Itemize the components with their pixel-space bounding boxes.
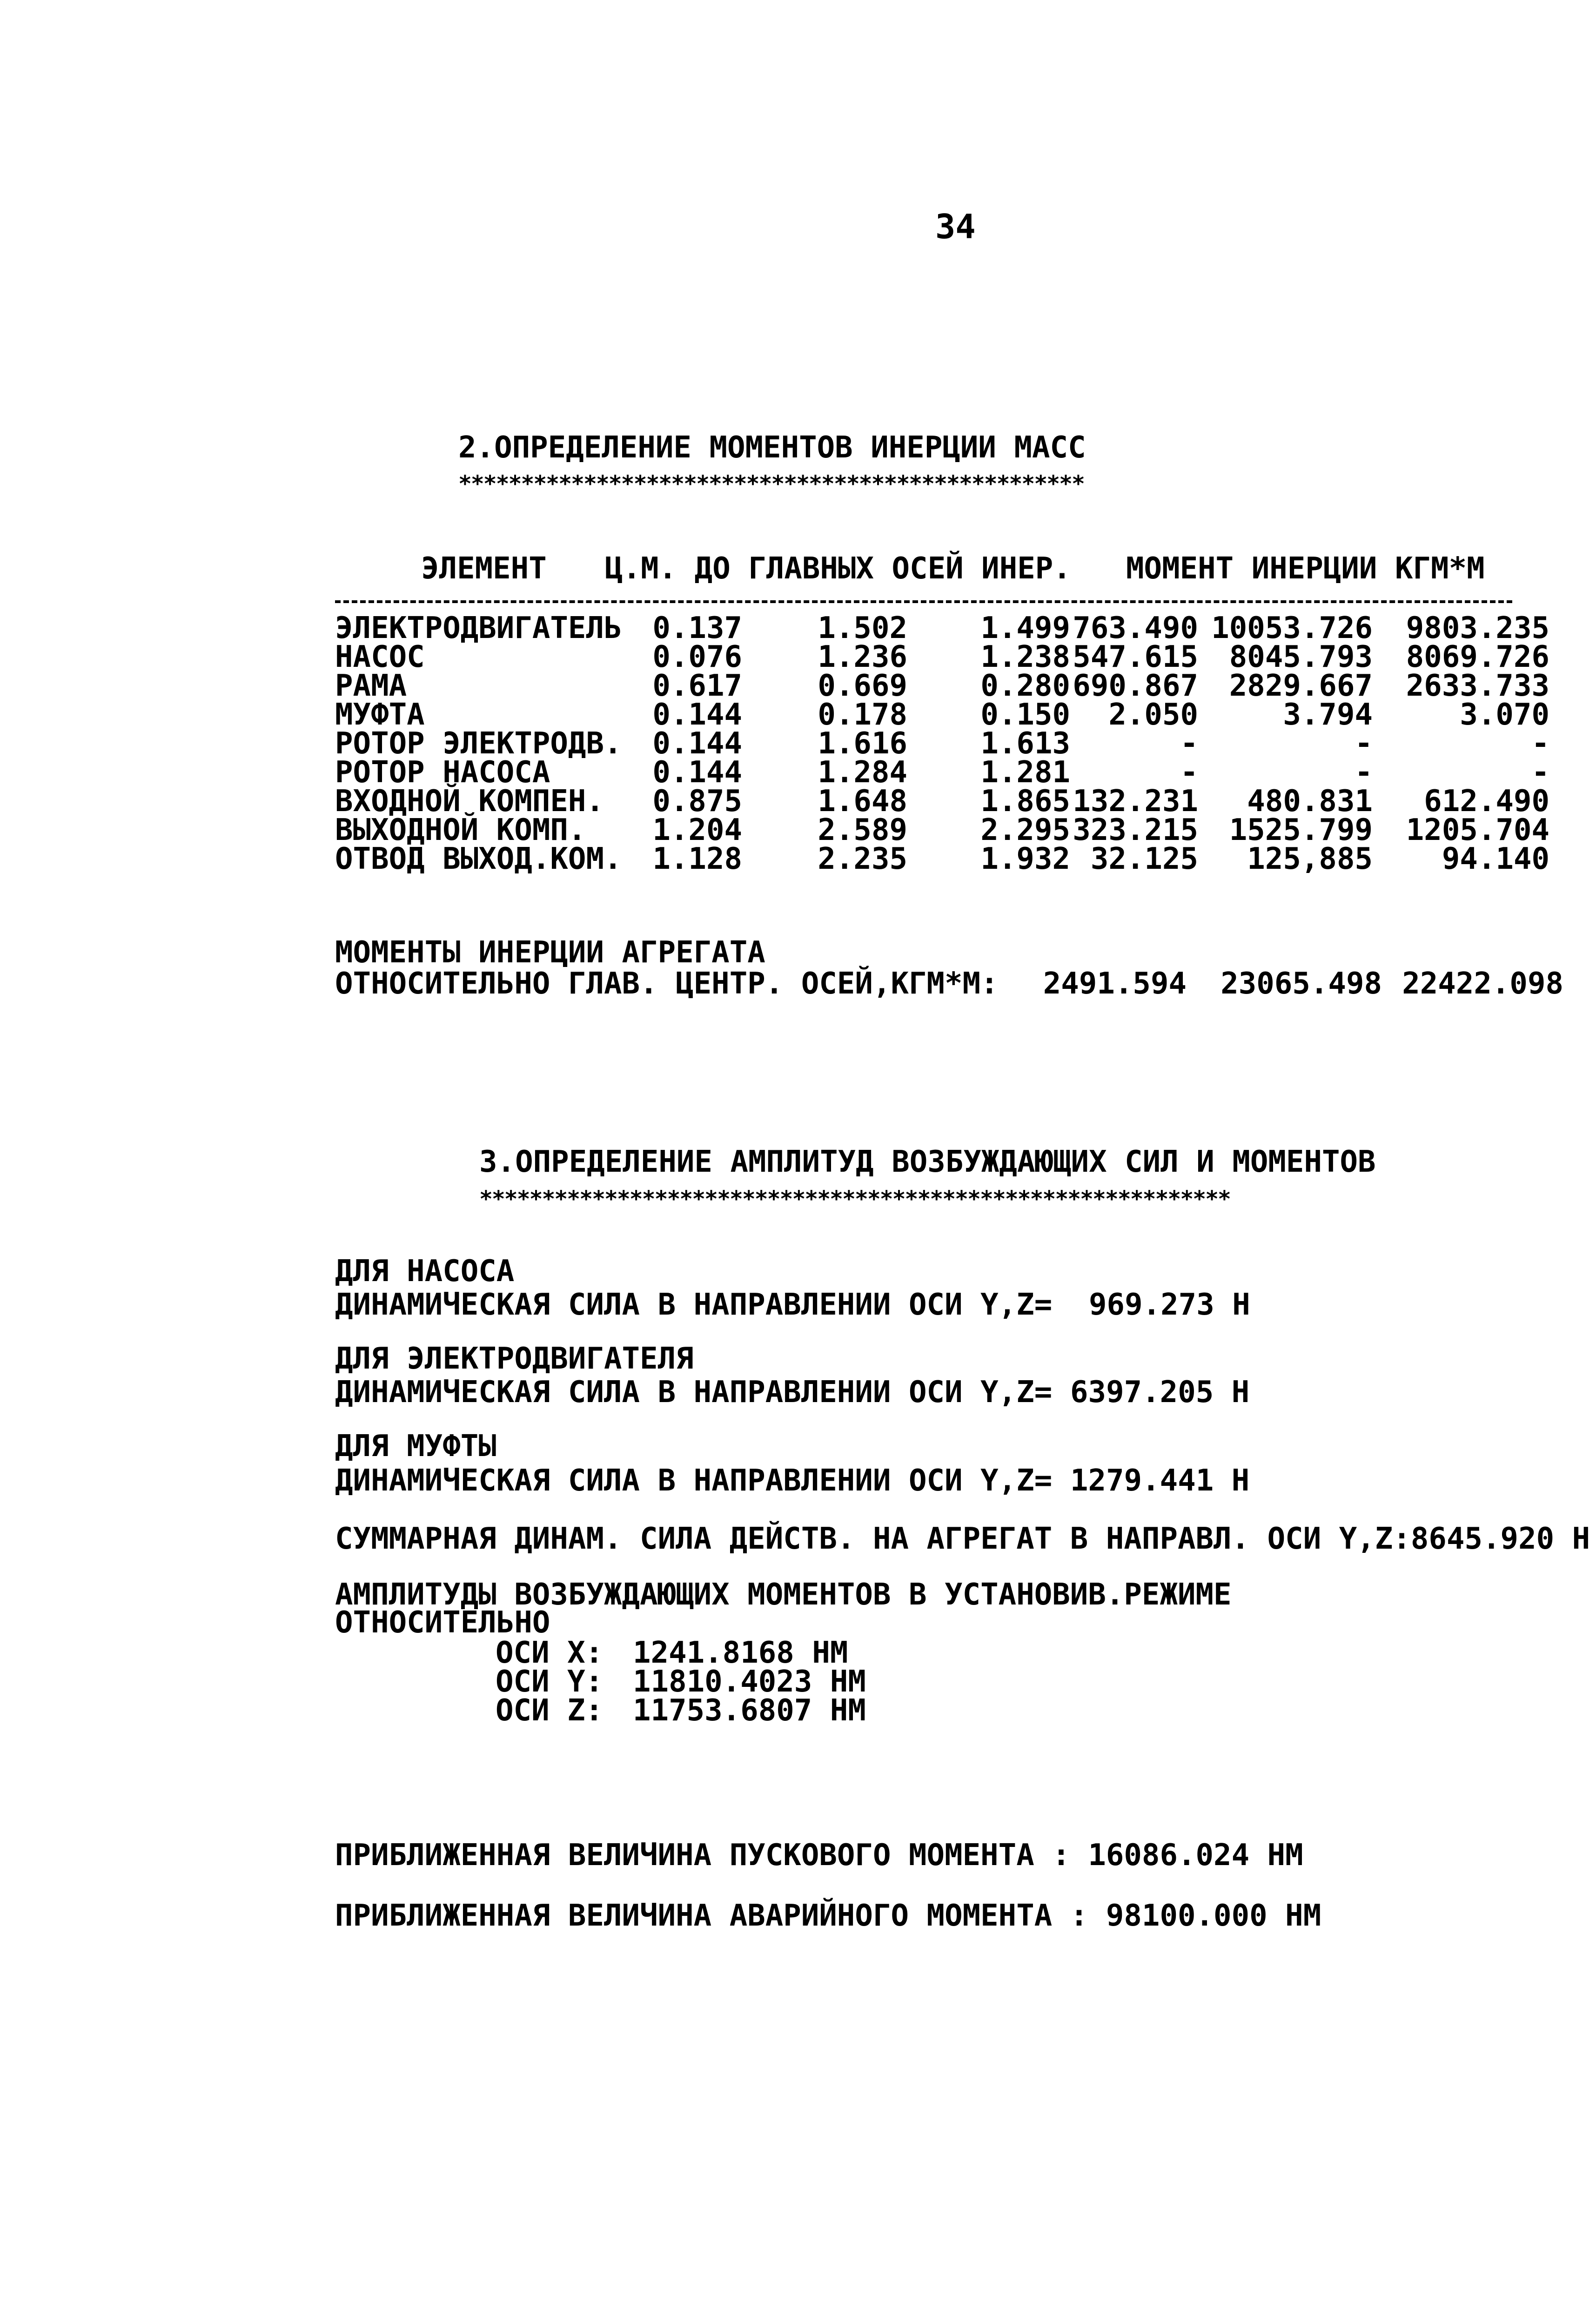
table-cell-cm-x: 0.144 (652, 698, 742, 732)
table-cell-cm-z: 1.932 (980, 842, 1070, 876)
table-cell-moment-z: 94.140 (1442, 842, 1549, 876)
table-cell-moment-y: - (1355, 755, 1373, 790)
table-row-element-name: РАМА (335, 669, 407, 703)
coupling-force-label: ДИНАМИЧЕСКАЯ СИЛА В НАПРАВЛЕНИИ ОСИ Y,Z= (335, 1463, 1053, 1498)
amplitude-line-2: ОТНОСИТЕЛЬНО (335, 1605, 550, 1640)
table-rule (335, 600, 1512, 603)
table-cell-moment-y: 3.794 (1283, 698, 1373, 732)
motor-force-label: ДИНАМИЧЕСКАЯ СИЛА В НАПРАВЛЕНИИ ОСИ Y,Z= (335, 1375, 1053, 1410)
section3-title: 3.ОПРЕДЕЛЕНИЕ АМПЛИТУД ВОЗБУЖДАЮЩИХ СИЛ И МОМЕНТОВ (479, 1145, 1376, 1179)
table-cell-cm-z: 1.281 (980, 755, 1070, 790)
table-cell-cm-y: 1.284 (818, 755, 907, 790)
table-cell-moment-y: 480.831 (1247, 784, 1373, 819)
pump-force-label: ДИНАМИЧЕСКАЯ СИЛА В НАПРАВЛЕНИИ ОСИ Y,Z= (335, 1288, 1053, 1322)
pump-force-value: 969.273 Н (1089, 1288, 1250, 1322)
axis-label: ОСИ X: (496, 1636, 604, 1670)
section3-stars: ************************************************************ (479, 1186, 1230, 1212)
table-cell-moment-y: 2829.667 (1229, 669, 1373, 703)
axis-moment-value: 11753.6807 НМ (633, 1693, 866, 1728)
table-cell-cm-z: 1.613 (980, 726, 1070, 761)
table-cell-moment-x: 2.050 (1108, 698, 1198, 732)
table-row-element-name: ОТВОД ВЫХОД.КОМ. (335, 842, 622, 876)
table-row-element-name: НАСОС (335, 640, 425, 674)
table-row-element-name: РОТОР ЭЛЕКТРОДВ. (335, 726, 622, 761)
table-cell-moment-x: 690.867 (1073, 669, 1198, 703)
aggregate-value-z: 22422.098 (1402, 967, 1563, 1001)
table-cell-moment-z: 9803.235 (1406, 611, 1549, 645)
section2-stars: ************************************************** (458, 471, 1084, 497)
table-cell-cm-x: 1.128 (652, 842, 742, 876)
table-row-element-name: РОТОР НАСОСА (335, 755, 550, 790)
table-cell-moment-x: - (1180, 726, 1198, 761)
table-cell-cm-y: 2.235 (818, 842, 907, 876)
amplitude-line-1: АМПЛИТУДЫ ВОЗБУЖДАЮЩИХ МОМЕНТОВ В УСТАНОВИВ.РЕЖИМЕ (335, 1578, 1232, 1612)
table-cell-cm-y: 1.648 (818, 784, 907, 819)
axis-label: ОСИ Z: (496, 1693, 604, 1728)
table-cell-cm-z: 2.295 (980, 813, 1070, 847)
table-cell-cm-z: 0.280 (980, 669, 1070, 703)
emergency-moment-line: ПРИБЛИЖЕННАЯ ВЕЛИЧИНА АВАРИЙНОГО МОМЕНТА : 98100.000 НМ (335, 1899, 1321, 1933)
coupling-heading: ДЛЯ МУФТЫ (335, 1429, 496, 1463)
table-cell-cm-y: 1.502 (818, 611, 907, 645)
table-cell-cm-x: 0.144 (652, 726, 742, 761)
table-row-element-name: ВХОДНОЙ КОМПЕН. (335, 784, 604, 819)
section2-title: 2.ОПРЕДЕЛЕНИЕ МОМЕНТОВ ИНЕРЦИИ МАСС (458, 430, 1086, 465)
table-cell-moment-z: - (1531, 755, 1549, 790)
table-cell-cm-x: 0.137 (652, 611, 742, 645)
table-cell-moment-y: 8045.793 (1229, 640, 1373, 674)
pump-heading: ДЛЯ НАСОСА (335, 1254, 515, 1289)
table-cell-moment-x: 132.231 (1073, 784, 1198, 819)
total-force-line: СУММАРНАЯ ДИНАМ. СИЛА ДЕЙСТВ. НА АГРЕГАТ В НАПРАВЛ. ОСИ Y,Z:8645.920 Н (335, 1522, 1590, 1556)
motor-heading: ДЛЯ ЭЛЕКТРОДВИГАТЕЛЯ (335, 1342, 694, 1376)
axis-label: ОСИ Y: (496, 1665, 604, 1699)
table-cell-moment-z: - (1531, 726, 1549, 761)
table-cell-cm-z: 1.238 (980, 640, 1070, 674)
table-cell-cm-x: 0.875 (652, 784, 742, 819)
table-row-element-name: ЭЛЕКТРОДВИГАТЕЛЬ (335, 611, 622, 645)
table-cell-cm-z: 0.150 (980, 698, 1070, 732)
header-element: ЭЛЕМЕНТ (421, 551, 547, 586)
table-cell-moment-x: 763.490 (1073, 611, 1198, 645)
aggregate-value-x: 2491.594 (1043, 967, 1187, 1001)
table-cell-moment-z: 1205.704 (1406, 813, 1549, 847)
table-row-element-name: ВЫХОДНОЙ КОМП. (335, 813, 586, 847)
table-cell-moment-x: - (1180, 755, 1198, 790)
table-cell-moment-y: 1525.799 (1229, 813, 1373, 847)
table-row-element-name: МУФТА (335, 698, 425, 732)
start-moment-line: ПРИБЛИЖЕННАЯ ВЕЛИЧИНА ПУСКОВОГО МОМЕНТА : 16086.024 НМ (335, 1838, 1303, 1873)
table-cell-cm-x: 1.204 (652, 813, 742, 847)
table-cell-moment-z: 612.490 (1424, 784, 1549, 819)
table-cell-moment-z: 2633.733 (1406, 669, 1549, 703)
table-cell-moment-x: 323.215 (1073, 813, 1198, 847)
table-cell-moment-y: 125,885 (1247, 842, 1373, 876)
table-cell-moment-x: 547.615 (1073, 640, 1198, 674)
aggregate-label-1: МОМЕНТЫ ИНЕРЦИИ АГРЕГАТА (335, 935, 765, 970)
motor-force-value: 6397.205 Н (1070, 1375, 1250, 1410)
table-cell-cm-y: 1.236 (818, 640, 907, 674)
table-cell-cm-y: 0.178 (818, 698, 907, 732)
table-cell-cm-z: 1.865 (980, 784, 1070, 819)
header-moment: МОМЕНТ ИНЕРЦИИ КГМ*М (1126, 551, 1485, 586)
table-cell-moment-x: 32.125 (1090, 842, 1198, 876)
table-cell-cm-y: 1.616 (818, 726, 907, 761)
coupling-force-value: 1279.441 Н (1070, 1463, 1250, 1498)
axis-moment-value: 1241.8168 НМ (633, 1636, 848, 1670)
aggregate-label-2: ОТНОСИТЕЛЬНО ГЛАВ. ЦЕНТР. ОСЕЙ,КГМ*М: (335, 967, 999, 1001)
table-cell-cm-x: 0.617 (652, 669, 742, 703)
table-cell-moment-z: 8069.726 (1406, 640, 1549, 674)
page-number: 34 (935, 207, 976, 246)
table-cell-cm-z: 1.499 (980, 611, 1070, 645)
table-cell-moment-z: 3.070 (1460, 698, 1549, 732)
table-cell-moment-y: 10053.726 (1211, 611, 1373, 645)
aggregate-value-y: 23065.498 (1220, 967, 1382, 1001)
header-cm: Ц.М. ДО ГЛАВНЫХ ОСЕЙ ИНЕР. (605, 551, 1071, 586)
table-cell-cm-x: 0.144 (652, 755, 742, 790)
table-cell-cm-y: 0.669 (818, 669, 907, 703)
table-cell-cm-y: 2.589 (818, 813, 907, 847)
axis-moment-value: 11810.4023 НМ (633, 1665, 866, 1699)
table-cell-moment-y: - (1355, 726, 1373, 761)
table-cell-cm-x: 0.076 (652, 640, 742, 674)
